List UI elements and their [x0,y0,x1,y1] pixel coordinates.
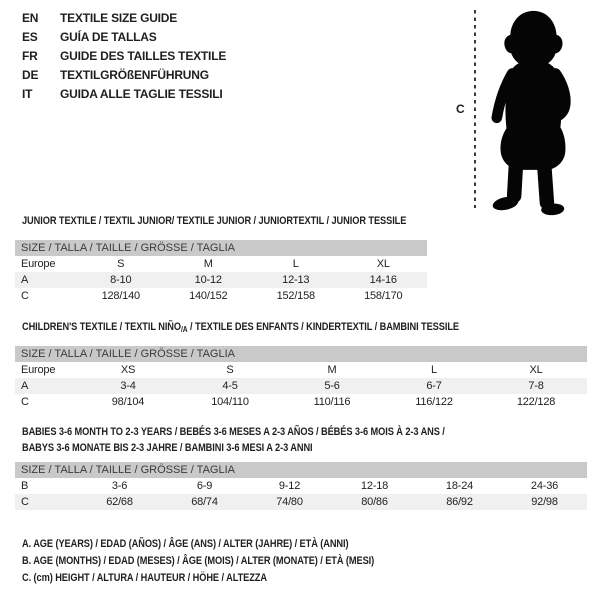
babies-heading-line2: BABYS 3-6 MONATE BIS 2-3 JAHRE / BAMBINI 3-6 MESI A 2-3 ANNI [22,442,313,454]
toddler-silhouette-icon [483,6,580,218]
table-row-header [15,362,587,378]
cell-value: 9-12 [278,480,301,492]
cell-value: 110/116 [313,396,351,408]
height-measure-label: C [456,102,465,116]
size-header-bar [15,240,427,256]
cell-value: 14-16 [369,274,397,286]
junior-section-heading [22,213,480,229]
cell-value: 92/98 [531,496,558,508]
junior-heading-text: JUNIOR TEXTILE / TEXTIL JUNIOR/ TEXTILE JUNIOR / JUNIORTEXTIL / JUNIOR TESSILE [22,215,407,227]
size-header-bar [15,462,587,478]
table-row-height [15,494,587,510]
children-heading-text [22,319,459,338]
children-size-table [15,346,587,410]
col-header-size: L [292,258,299,270]
col-header-size: S [117,258,125,270]
language-row-it [22,84,226,103]
row-label: B [21,480,29,492]
language-row-fr [22,46,226,65]
cell-value: 3-4 [120,380,136,392]
legend-note-b [22,553,441,570]
language-title-list [22,8,226,103]
cell-value: 104/110 [211,396,249,408]
children-heading-post: / TEXTILE DES ENFANTS / KINDERTEXTIL / BAMBINI TESSILE [187,321,459,333]
language-code: ES [22,29,38,44]
language-code: EN [22,10,39,25]
cell-value: 6-9 [196,480,213,492]
legend-note-a-text: A. AGE (YEARS) / EDAD (AÑOS) / ÂGE (ANS) / ALTER (JAHRE) / ETÀ (ANNI) [22,538,349,550]
col-header-size: XS [120,364,136,376]
legend-note-c-text: C. (cm) HEIGHT / ALTURA / HAUTEUR / HÖHE / ALTEZZA [22,572,267,584]
cell-value: 8-10 [110,274,132,286]
row-label: A [21,274,29,286]
cell-value: 18-24 [445,480,474,492]
row-label: C [21,290,29,302]
cell-value: 6-7 [426,380,442,392]
language-code: IT [22,86,33,101]
row-label: A [21,380,29,392]
cell-value: 116/122 [415,396,453,408]
babies-section-heading [22,424,525,456]
table-row-age [15,378,587,394]
legend-note-b-text: B. AGE (MONTHS) / EDAD (MESES) / ÂGE (MOIS) / ALTER (MONATE) / ETÀ (MESI) [22,555,375,567]
table-row-header [15,256,427,272]
col-header-size: XL [376,258,390,270]
cell-value: 128/140 [101,290,140,302]
children-section-heading [22,319,542,338]
legend-note-c [22,570,441,587]
size-bar-text: SIZE / TALLA / TAILLE / GRÖSSE / TAGLIA [21,242,235,254]
language-title: TEXTILGRÖßENFÜHRUNG [60,67,209,82]
row-label: C [21,396,29,408]
language-row-de [22,65,226,84]
col-header-size: M [203,258,213,270]
language-title: GUIDA ALLE TAGLIE TESSILI [60,86,223,101]
cell-value: 7-8 [528,380,544,392]
col-header-size: L [431,364,437,376]
cell-value: 12-18 [360,480,389,492]
cell-value: 140/152 [189,290,228,302]
cell-value: 10-12 [194,274,222,286]
legend-notes [22,536,441,587]
cell-value: 68/74 [191,496,218,508]
language-row-es [22,27,226,46]
row-label: C [21,496,29,508]
cell-value: 122/128 [516,396,556,408]
language-title: GUIDE DES TAILLES TEXTILE [60,48,227,63]
size-bar-text: SIZE / TALLA / TAILLE / GRÖSSE / TAGLIA [21,348,235,360]
language-title: TEXTILE SIZE GUIDE [60,10,178,25]
cell-value: 74/80 [276,496,303,508]
babies-heading-line1: BABIES 3-6 MONTH TO 2-3 YEARS / BEBÉS 3-6 MESES A 2-3 AÑOS / BÉBÉS 3-6 MOIS À 2-3 ANS / [22,426,445,438]
cell-value: 86/92 [446,496,473,508]
children-heading-sub: /A [180,325,188,334]
table-row-age [15,272,427,288]
col-header-size: S [226,364,234,376]
language-row-en [22,8,226,27]
language-code: FR [22,48,38,63]
babies-size-table [15,462,587,510]
col-header-size: M [327,364,337,376]
col-header-region: Europe [21,258,56,270]
legend-note-a [22,536,441,553]
cell-value: 80/86 [361,496,388,508]
cell-value: 158/170 [364,290,403,302]
table-row-height [15,288,427,304]
cell-value: 24-36 [530,480,559,492]
col-header-region: Europe [21,364,56,376]
cell-value: 4-5 [222,380,238,392]
junior-size-table [15,240,427,304]
height-figure [440,0,600,230]
cell-value: 62/68 [106,496,133,508]
cell-value: 5-6 [324,380,340,392]
size-bar-text: SIZE / TALLA / TAILLE / GRÖSSE / TAGLIA [21,464,235,476]
cell-value: 152/158 [276,290,315,302]
children-heading-pre: CHILDREN'S TEXTILE / TEXTIL NIÑO [22,321,181,333]
table-row-age-months [15,478,587,494]
col-header-size: XL [529,364,543,376]
language-title: GUÍA DE TALLAS [60,29,157,44]
cell-value: 3-6 [111,480,128,492]
table-row-height [15,394,587,410]
cell-value: 98/104 [111,396,145,408]
size-header-bar [15,346,587,362]
cell-value: 12-13 [282,274,310,286]
height-measure-dotted-line [474,10,476,208]
language-code: DE [22,67,39,82]
